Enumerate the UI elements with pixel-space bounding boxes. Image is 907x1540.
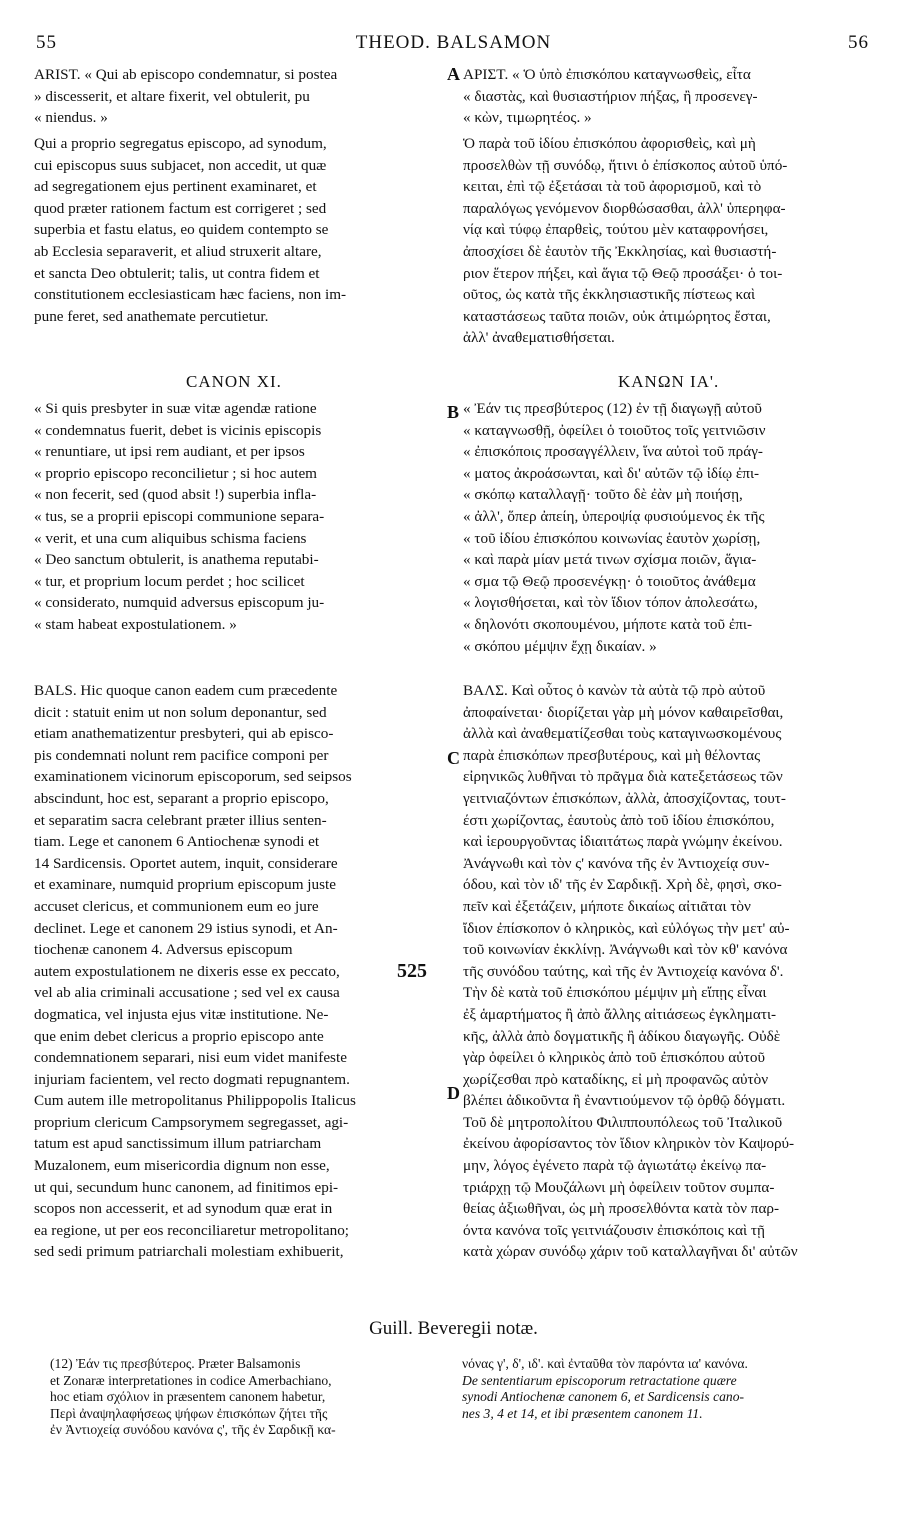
text-line: nes 3, 4 et 14, et ibi præsentem canonem 11. (462, 1405, 703, 1421)
text-line: « διαστὰς, καὶ θυσιαστήριον πήξας, ἢ προσενεγ- (463, 87, 758, 105)
text-line: « σμα τῷ Θεῷ προσενέγκῃ· ὁ τοιοῦτος ἀνάθεμα (463, 572, 756, 590)
text-line: Qui a proprio segregatus episcopo, ad synodum, (34, 135, 327, 152)
note-right (462, 1356, 882, 1422)
note-left (50, 1356, 442, 1439)
text-line: dicit : statuit enim ut non solum deponantur, sed (34, 703, 327, 721)
text-line: ἀλλ' ἀναθεματισθήσεται. (463, 329, 615, 347)
text-line: examinationem vicinorum episcoporum, sed seipsos (34, 768, 352, 786)
text-line: constitutionem ecclesiasticam hæc faciens, non im- (34, 286, 347, 304)
text-line: κῆς, ἀλλὰ ἀπὸ δογματικῆς ἢ ἀδίκου διαγωγῆς. Οὐδὲ (463, 1027, 781, 1045)
text-line: ἐκείνου ἀφορίσαντος τὸν ἴδιον κληρικὸν τὸν Καψορύ- (463, 1135, 795, 1153)
text-line: condemnationem separari, nisi eum videt manifeste (34, 1049, 347, 1067)
text-line: Ὁ παρὰ τοῦ ἰδίου ἐπισκόπου ἀφορισθεὶς, καὶ μὴ (463, 135, 756, 152)
running-title: THEOD. BALSAMON (355, 32, 552, 53)
text-line: βλέπει ἀδικοῦντα ἢ ἐναντιούμενον τῷ ὀρθῷ δόγματι. (463, 1092, 786, 1110)
greek-balsamon-commentary (463, 680, 875, 1263)
text-line: νίᾳ καὶ τύφῳ ἐπαρθεὶς, τούτου μὲν καταφρονήσει, (463, 221, 769, 239)
text-line: 14 Sardicensis. Oportet autem, inquit, considerare (34, 854, 338, 872)
text-line: sed sedi primum patriarchali molestiam exhibuerit, (34, 1243, 344, 1261)
text-line: « proprio episcopo reconcilietur ; si hoc autem (34, 464, 317, 482)
text-line: « Ἐάν τις πρεσβύτερος (12) ἐν τῇ διαγωγῇ αὐτοῦ (463, 400, 762, 417)
text-line: « ματος ἀκροάσωνται, καὶ δι' αὐτῶν τῷ ἰδίῳ ἐπι- (463, 464, 760, 482)
text-line: « ἀλλ', ὅπερ ἀπείη, ὑπεροψίᾳ φυσιούμενος ἐκ τῆς (463, 507, 765, 525)
text-line: ἀποφαίνεται· διορίζεται γὰρ μὴ μόνον καθαιρεῖσθαι, (463, 703, 784, 721)
latin-canon-title: CANON XI. (186, 372, 282, 391)
text-line: Τὴν δὲ κατὰ τοῦ ἐπισκόπου μέμψιν μὴ εἴπῃς εἶναι (463, 984, 767, 1002)
text-line: πεῖν καὶ ἐξετάζειν, μήποτε δικαίως αἰτιᾶται τὸν (463, 897, 751, 915)
text-line: Τοῦ δὲ μητροπολίτου Φιλιππουπόλεως τοῦ Ἰταλικοῦ (463, 1113, 783, 1131)
text-line: όντα κανόνα τοῖς γειτνιάζουσιν ἐπισκόποις καὶ τῇ (463, 1221, 765, 1239)
text-line: Cum autem ille metropolitanus Philippopolis Italicus (34, 1092, 356, 1110)
text-line: accuset clericus, et communionem eum eo jure (34, 897, 319, 915)
text-line: tiam. Lege et canonem 6 Antiochenæ synodi et (34, 833, 320, 851)
text-line: οῦτος, ὡς κατὰ τῆς ἐκκλησιαστικῆς πίστεως καὶ (463, 286, 756, 304)
text-line: έστι χωρίζοντας, ἑαυτοὺς ἀπὸ τοῦ ἰδίου ἐπισκόπου, (463, 811, 775, 829)
text-line: « non fecerit, sed (quod absit !) superbia infla- (34, 486, 317, 504)
text-line: et examinare, numquid proprium episcopum juste (34, 876, 336, 894)
text-line: « verit, et una cum aliquibus schisma faciens (34, 529, 307, 547)
column-page-number: 525 (397, 960, 427, 982)
text-line: pis condemnati nolunt rem pacifice componi per (34, 746, 329, 764)
text-line: Ἀνάγνωθι καὶ τὸν ς' κανόνα τῆς ἐν Ἀντιοχείᾳ συν- (463, 854, 770, 872)
margin-letter-a: A (447, 64, 460, 84)
greek-paraphrase (463, 133, 875, 349)
text-line: ἀλλὰ καὶ ἀναθεματίζεσθαι τοὺς καταγινωσκομένους (463, 725, 782, 743)
text-line: μην, λόγος ἐγένετο παρὰ τῷ ἁγιωτάτῳ ἐκείνῳ πα- (463, 1157, 767, 1175)
text-line: tatum est apud sanctissimum illum patriarcham (34, 1135, 322, 1153)
text-line: τοῦ κοινωνίαν ἐκκλίνῃ. Ἀνάγνωθι καὶ τὸν κθ' κανόνα (463, 941, 788, 959)
margin-letter-d: D (447, 1083, 460, 1103)
text-line: vel ab alia criminali accusatione ; sed vel ex causa (34, 984, 340, 1002)
text-line: καταστάσεως ταῦτα ποιῶν, οὐκ ἀτιμώρητος ἔσται, (463, 307, 771, 325)
text-line: ea regione, ut per eos reconciliaretur metropolitano; (34, 1221, 350, 1239)
text-line: « δηλονότι σκοπουμένου, μήποτε κατὰ τοῦ ἐπι- (463, 615, 753, 633)
text-line: « καὶ παρὰ μίαν μετά τινων σχίσμα ποιῶν, ἅγια- (463, 551, 757, 569)
text-line: ριον ἕτερον πήξει, καὶ ἅγια τῷ Θεῷ προσάξει· ὁ τοι- (463, 264, 783, 282)
text-line: tiochenæ canonem 4. Adversus episcopum (34, 941, 293, 959)
text-line: παραλόγως γενόμενον διορθώσασθαι, ἀλλ' ὑπερηφα- (463, 199, 786, 217)
text-line: « Si quis presbyter in suæ vitæ agendæ ratione (34, 400, 317, 417)
text-line: Muzalonem, eum misericordia dignum non esse, (34, 1157, 330, 1175)
text-line: « condemnatus fuerit, debet is vicinis episcopis (34, 421, 322, 439)
text-line: « σκόπου μέμψιν ἔχῃ δικαίαν. » (463, 637, 657, 655)
text-line: et sancta Deo obtulerit; talis, ut contra fidem et (34, 264, 320, 282)
text-line: ARIST. « Qui ab episcopo condemnatur, si postea (34, 66, 338, 83)
text-line: scopos non accesserit, et ad synodum quæ erat in (34, 1200, 333, 1218)
text-line: synodi Antiochenæ canonem 6, et Sardicensis cano- (462, 1389, 745, 1404)
text-line: ἀποσχίσει δὲ ἑαυτὸν τῆς Ἐκκλησίας, καὶ θυσιαστή- (463, 242, 777, 260)
text-line: τῆς συνόδου ταύτης, καὶ τῆς ἐν Ἀντιοχείᾳ κανόνα δ'. (463, 962, 784, 980)
latin-balsamon-commentary (34, 680, 439, 1263)
text-line: » discesserit, et altare fixerit, vel obtulerit, pu (34, 87, 310, 105)
text-line: « renuntiare, ut ipsi rem audiant, et per ipsos (34, 443, 305, 461)
text-line: pune feret, sed anathemate percutietur. (34, 307, 269, 325)
latin-canon-text (34, 398, 439, 636)
text-line: Περὶ ἀναψηλαφήσεως ψήφων ἐπισκόπων ζήτει τῆς (50, 1405, 328, 1421)
text-line: superbia et fastu elatus, eo quidem contempto se (34, 221, 329, 239)
text-line: « stam habeat expostulationem. » (34, 615, 237, 633)
text-line: « ἐπισκόποις προσαγγέλλειν, ἵνα αὐτοὶ τοῦ πράγ- (463, 443, 763, 461)
text-line: « τοῦ ἰδίου ἐπισκόπου κοινωνίας ἑαυτὸν χωρίσῃ, (463, 529, 761, 547)
margin-letter-b: B (447, 402, 460, 422)
text-line: εἰρηνικῶς λυθῆναι τὸ πρᾶγμα διὰ κατεξετάσεως τῶν (463, 768, 783, 786)
right-page-number: 56 (848, 32, 869, 53)
margin-letter-c: C (447, 748, 460, 768)
text-line: « σκόπῳ καταλλαγῇ· τοῦτο δὲ ἐὰν μὴ ποιήσῃ, (463, 486, 743, 504)
text-line: dogmatica, vel injusta ejus vitæ institutione. Ne- (34, 1005, 329, 1023)
text-line: γειτνιαζόντων ἐπισκόπων, ἀλλὰ, ἀποσχίζοντας, τουτ- (463, 789, 786, 807)
text-line: autem expostulationem ne dixeris esse ex peccato, (34, 962, 340, 980)
text-line: (12) Ἐάν τις πρεσβύτερος. Præter Balsamonis (50, 1356, 301, 1371)
text-line: όδου, καὶ τὸν ιδ' τῆς ἐν Σαρδικῇ. Χρὴ δὲ, φησὶ, σκο- (463, 876, 782, 894)
text-line: abscindunt, hoc est, separant a proprio episcopo, (34, 789, 329, 807)
text-line: κατὰ χώραν συνόδῳ χάριν τοῦ καταλλαγῆναι δι' αὐτῶν (463, 1243, 798, 1261)
left-page-number: 55 (36, 32, 57, 53)
text-line: παρὰ ἐπισκόπων πρεσβυτέρους, καὶ μὴ θέλοντας (463, 746, 761, 764)
greek-canon-title: ΚΑΝΩΝ ΙΑ'. (618, 372, 720, 391)
text-line: et Zonaræ interpretationes in codice Amerbachiano, (50, 1372, 332, 1388)
text-line: hoc etiam σχόλιον in præsentem canonem habetur, (50, 1389, 326, 1404)
text-line: καὶ ἱερουργοῦντας ἰδιαιτάτως παρὰ γνώμην ἐκείνου. (463, 833, 783, 851)
text-line: declinet. Lege et canonem 29 istius synodi, et An- (34, 919, 338, 937)
text-line: que enim debet clericus a proprio episcopo ante (34, 1027, 324, 1045)
text-line: injuriam facientem, vel recto dogmati repugnantem. (34, 1070, 350, 1088)
text-line: quod præter rationem factum est corrigeret ; sed (34, 199, 327, 217)
greek-canon-text (463, 398, 875, 657)
text-line: τριάρχῃ τῷ Μουζάλωνι μὴ ὀφείλειν τοῦτον συμπα- (463, 1178, 775, 1196)
text-line: cui episcopus suus subjacet, non accedit, ut quæ (34, 156, 327, 174)
text-line: BALS. Hic quoque canon eadem cum præcedente (34, 682, 338, 699)
text-line: χωρίζεσθαι πρὸ καταδίκης, εἰ μὴ προφανῶς αὐτὸν (463, 1070, 769, 1088)
latin-aristenus (34, 64, 439, 129)
latin-paraphrase (34, 133, 439, 327)
text-line: « tus, se a proprii episcopi communione separa- (34, 507, 325, 525)
text-line: νόνας γ', δ', ιδ'. καὶ ἐνταῦθα τὸν παρόντα ια' κανόνα. (462, 1356, 748, 1371)
text-line: « Deo sanctum obtulerit, is anathema reputabi- (34, 551, 319, 569)
text-line: « niendus. » (34, 109, 108, 127)
text-line: De sententiarum episcoporum retractatione quære (462, 1372, 737, 1388)
text-line: etiam anathematizentur presbyteri, qui ab episco- (34, 725, 334, 743)
text-line: ΑΡΙΣΤ. « Ὁ ὑπὸ ἐπισκόπου καταγνωσθεὶς, εἶτα (463, 66, 751, 83)
text-line: et separatim sacra celebrant præter illius senten- (34, 811, 327, 829)
text-line: ad segregationem ejus pertinent examinaret, et (34, 178, 317, 196)
text-line: ab Ecclesia separaverit, et aliud struxerit altare, (34, 242, 322, 260)
text-line: προσελθὼν τῇ συνόδῳ, ἥτινι ὁ ἐπίσκοπος αὐτοῦ ὑπό- (463, 156, 788, 174)
text-line: θείας ἀξιωθῆναι, ὡς μὴ προσελθόντα κατὰ τὸν παρ- (463, 1200, 780, 1218)
notes-title: Guill. Beveregii notæ. (369, 1318, 538, 1339)
text-line: « κὼν, τιμωρητέος. » (463, 109, 592, 127)
text-line: ἐξ ἁμαρτήματος ἢ ἀπὸ ἄλλης αἰτιάσεως ἐγκληματι- (463, 1005, 777, 1023)
text-line: ut qui, secundum hunc canonem, ad finitimos epi- (34, 1178, 339, 1196)
text-line: « λογισθήσεται, καὶ τὸν ἴδιον τόπον ἀπολεσάτω, (463, 594, 758, 612)
text-line: ΒΑΛΣ. Καὶ οὗτος ὁ κανὼν τὰ αὐτὰ τῷ πρὸ αὐτοῦ (463, 682, 766, 699)
text-line: γὰρ ὀφείλει ὁ κληρικὸς ἀπὸ τοῦ ἐπισκόπου αὐτοῦ (463, 1049, 765, 1067)
text-line: ἴδιον ἐπίσκοπον ὁ κληρικὸς, καὶ εὐλόγως τὴν μετ' αὐ- (463, 919, 790, 937)
text-line: κειται, ἐπὶ τῷ ἐξετάσαι τὰ τοῦ ἀφορισμοῦ, καὶ τὸ (463, 178, 762, 196)
greek-aristenus (463, 64, 875, 129)
text-line: proprium clericum Campsorymem segregasset, agi- (34, 1113, 349, 1131)
text-line: « tur, et proprium locum perdet ; hoc scilicet (34, 572, 305, 590)
text-line: « considerato, numquid adversus episcopum ju- (34, 594, 325, 612)
text-line: « καταγνωσθῇ, ὀφείλει ὁ τοιοῦτος τοῖς γειτνιῶσιν (463, 421, 766, 439)
text-line: ἐν Ἀντιοχείᾳ συνόδου κανόνα ς', τῆς ἐν Σαρδικῇ κα- (50, 1422, 336, 1437)
